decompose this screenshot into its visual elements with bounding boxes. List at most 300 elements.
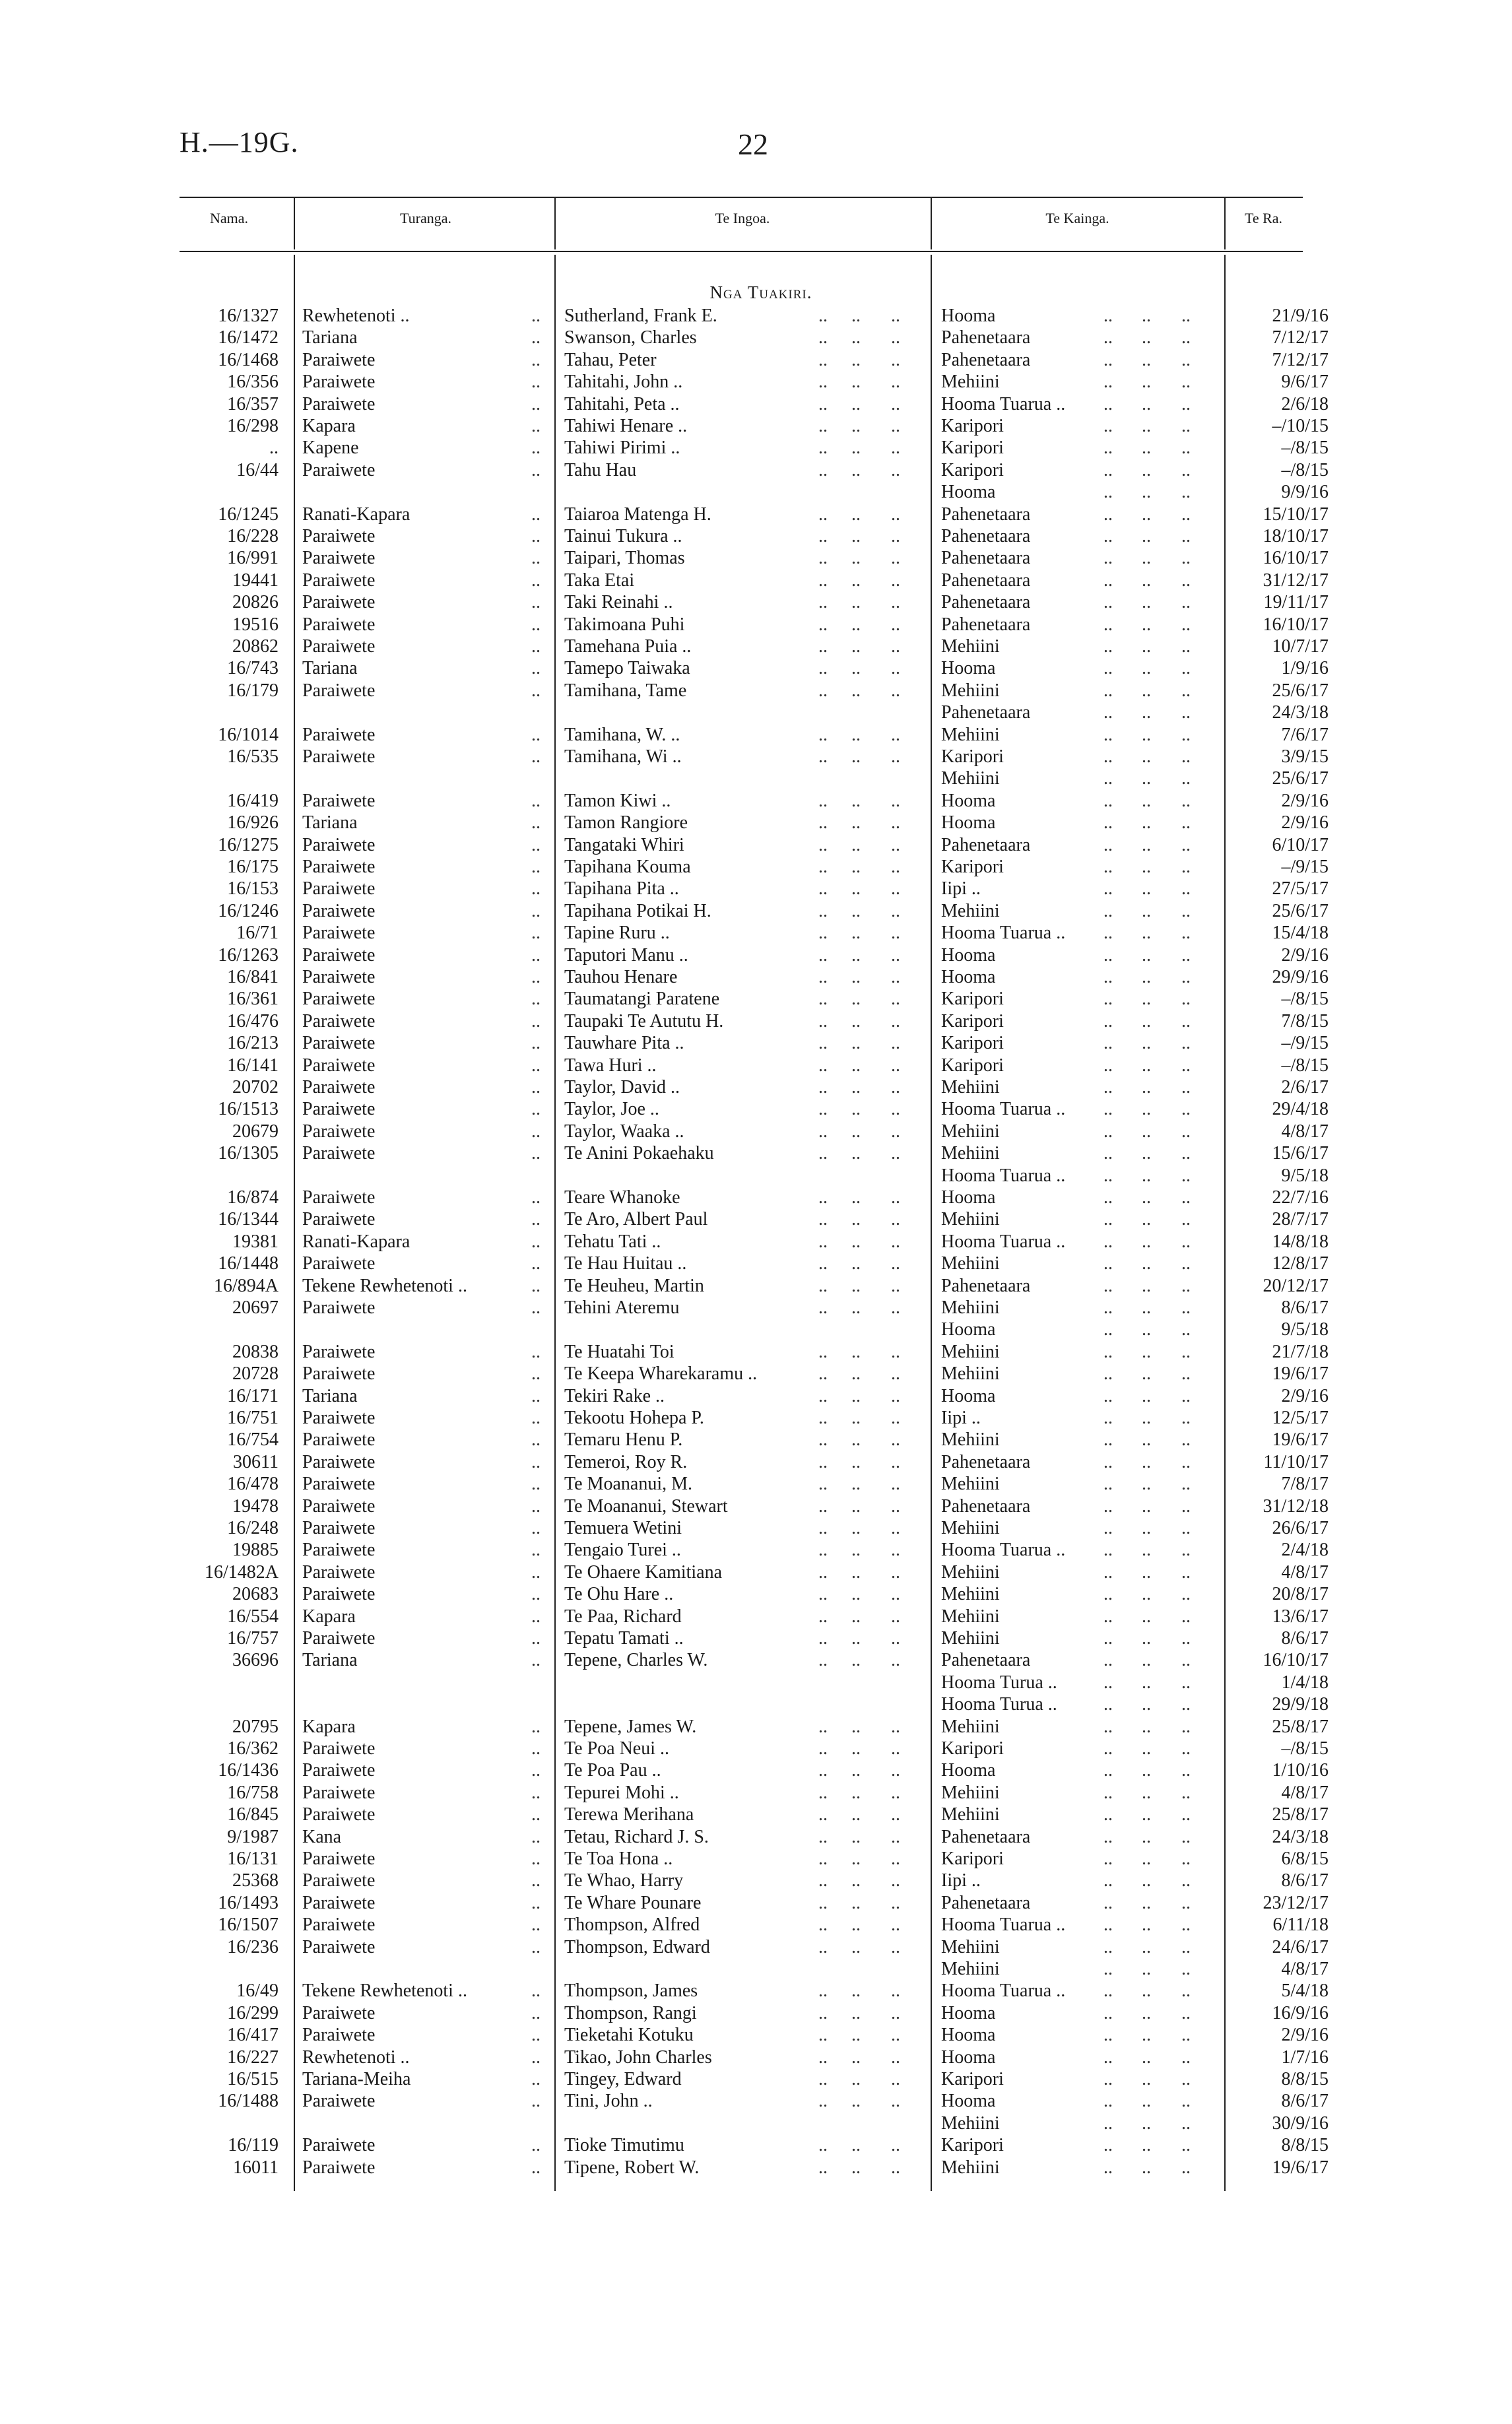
cell-ingoa: Tamehana Puia .. (564, 636, 692, 657)
leader-dots: .. (1103, 438, 1113, 459)
leader-dots: .. (1181, 2135, 1191, 2156)
leader-dots: .. (1181, 1253, 1191, 1274)
cell-ingoa: Tepene, Charles W. (564, 1650, 708, 1671)
leader-dots: .. (851, 1628, 861, 1649)
cell-nama: 20679 (232, 1121, 279, 1142)
leader-dots: .. (891, 878, 900, 900)
leader-dots: .. (818, 1804, 828, 1825)
leader-dots: .. (1181, 1650, 1191, 1671)
cell-turanga: Tariana (302, 1385, 358, 1406)
cell-turanga: Paraiwete (302, 2157, 376, 2178)
leader-dots: .. (1142, 1915, 1151, 1936)
cell-turanga: Paraiwete (302, 724, 376, 745)
cell-kainga: Pahenetaara (941, 614, 1031, 635)
cell-turanga: Paraiwete (302, 1408, 376, 1428)
leader-dots: .. (1142, 790, 1151, 811)
cell-ra: 25/6/17 (1272, 680, 1329, 701)
cell-ingoa: Tangataki Whiri (564, 834, 684, 855)
cell-ra: 2/9/16 (1281, 2025, 1329, 2046)
table-row (0, 1187, 1512, 1208)
leader-dots: .. (1103, 900, 1113, 921)
cell-turanga: Paraiwete (302, 1341, 376, 1362)
cell-nama: 19441 (232, 570, 279, 591)
cell-ra: 29/9/18 (1272, 1694, 1329, 1715)
cell-turanga: Paraiwete (302, 1561, 376, 1583)
leader-dots: .. (818, 746, 828, 767)
cell-nama: 16/179 (227, 680, 279, 701)
cell-kainga: Pahenetaara (941, 570, 1031, 591)
leader-dots: .. (851, 1915, 861, 1936)
leader-dots: .. (1103, 944, 1113, 966)
leader-dots: .. (1142, 526, 1151, 546)
cell-turanga: Rewhetenoti .. (302, 306, 410, 326)
leader-dots: .. (1142, 1231, 1151, 1252)
cell-ra: –/8/15 (1281, 438, 1329, 459)
leader-dots: .. (891, 1474, 900, 1495)
leader-dots: .. (531, 614, 541, 635)
cell-ra: 9/6/17 (1281, 372, 1329, 393)
leader-dots: .. (851, 1892, 861, 1913)
cell-kainga: Karipori (941, 438, 1004, 459)
leader-dots: .. (851, 2135, 861, 2156)
leader-dots: .. (818, 1187, 828, 1208)
leader-dots: .. (891, 1628, 900, 1649)
leader-dots: .. (1181, 504, 1191, 525)
leader-dots: .. (891, 790, 900, 811)
leader-dots: .. (1142, 1561, 1151, 1583)
leader-dots: .. (891, 1782, 900, 1803)
leader-dots: .. (1103, 1385, 1113, 1406)
table-row (0, 834, 1512, 856)
cell-ingoa: Te Ohu Hare .. (564, 1584, 674, 1605)
leader-dots: .. (531, 526, 541, 546)
leader-dots: .. (531, 2135, 541, 2156)
leader-dots: .. (1103, 459, 1113, 480)
leader-dots: .. (1142, 570, 1151, 591)
leader-dots: .. (1181, 372, 1191, 393)
cell-ra: 7/8/17 (1281, 1474, 1329, 1495)
table-row (0, 305, 1512, 327)
cell-turanga: Paraiwete (302, 1143, 376, 1164)
leader-dots: .. (891, 548, 900, 569)
cell-ingoa: Tahiwi Henare .. (564, 416, 688, 436)
leader-dots: .. (1103, 1429, 1113, 1451)
cell-ingoa: Tamihana, Wi .. (564, 746, 682, 767)
cell-ra: 16/10/17 (1263, 548, 1329, 569)
leader-dots: .. (851, 1540, 861, 1561)
cell-kainga: Mehiini (941, 1121, 1000, 1142)
cell-ra: 12/8/17 (1272, 1253, 1329, 1274)
table-row (0, 944, 1512, 966)
cell-turanga: Paraiwete (302, 1010, 376, 1032)
cell-kainga: Mehiini (941, 680, 1000, 701)
cell-ingoa: Te Paa, Richard (564, 1606, 682, 1627)
leader-dots: .. (1181, 2091, 1191, 2112)
table-header-rule (180, 251, 1303, 252)
cell-ingoa: Teare Whanoke (564, 1187, 680, 1208)
cell-kainga: Pahenetaara (941, 834, 1031, 855)
leader-dots: .. (531, 724, 541, 745)
leader-dots: .. (1181, 393, 1191, 414)
leader-dots: .. (818, 1606, 828, 1627)
table-row (0, 570, 1512, 591)
leader-dots: .. (1142, 1297, 1151, 1318)
cell-kainga: Hooma (941, 1385, 996, 1406)
leader-dots: .. (818, 349, 828, 370)
leader-dots: .. (851, 1408, 861, 1428)
leader-dots: .. (818, 1738, 828, 1759)
cell-kainga: Karipori (941, 459, 1004, 480)
cell-kainga: Karipori (941, 1010, 1004, 1032)
leader-dots: .. (1142, 2157, 1151, 2178)
leader-dots: .. (1103, 1540, 1113, 1561)
cell-nama: 16/1275 (218, 834, 279, 855)
leader-dots: .. (1181, 1760, 1191, 1781)
leader-dots: .. (818, 1451, 828, 1472)
table-row (0, 1385, 1512, 1407)
cell-nama: 16/299 (227, 2002, 279, 2023)
leader-dots: .. (1103, 1187, 1113, 1208)
leader-dots: .. (891, 1033, 900, 1054)
cell-kainga: Mehiini (941, 636, 1000, 657)
leader-dots: .. (818, 944, 828, 966)
cell-ra: 2/9/16 (1281, 1385, 1329, 1406)
cell-ra: 1/10/16 (1272, 1760, 1329, 1781)
cell-ra: 21/9/16 (1272, 306, 1329, 326)
leader-dots: .. (1103, 504, 1113, 525)
cell-kainga: Hooma (941, 1760, 996, 1781)
leader-dots: .. (818, 592, 828, 613)
leader-dots: .. (851, 2025, 861, 2046)
table-row (0, 1738, 1512, 1759)
leader-dots: .. (1142, 1363, 1151, 1385)
column-divider (931, 198, 932, 249)
leader-dots: .. (891, 393, 900, 414)
cell-ra: 15/4/18 (1272, 923, 1329, 944)
leader-dots: .. (531, 372, 541, 393)
cell-turanga: Paraiwete (302, 526, 376, 546)
cell-ra: 4/8/17 (1281, 1121, 1329, 1142)
cell-turanga: Paraiwete (302, 570, 376, 591)
leader-dots: .. (531, 1518, 541, 1538)
table-row (0, 371, 1512, 393)
table-row (0, 1451, 1512, 1473)
leader-dots: .. (891, 438, 900, 459)
cell-kainga: Mehiini (941, 1077, 1000, 1097)
leader-dots: .. (818, 2091, 828, 2112)
leader-dots: .. (851, 1561, 861, 1583)
leader-dots: .. (531, 1451, 541, 1472)
leader-dots: .. (818, 548, 828, 569)
cell-kainga: Mehiini (941, 724, 1000, 745)
leader-dots: .. (1181, 459, 1191, 480)
cell-nama: 20795 (232, 1716, 279, 1737)
leader-dots: .. (818, 372, 828, 393)
cell-nama: 16/1436 (218, 1760, 279, 1781)
leader-dots: .. (531, 1561, 541, 1583)
cell-ra: 19/6/17 (1272, 2157, 1329, 2178)
table-row (0, 1517, 1512, 1539)
leader-dots: .. (531, 2091, 541, 2112)
leader-dots: .. (891, 416, 900, 436)
cell-turanga: Paraiwete (302, 1033, 376, 1054)
document-reference: H.—19G. (180, 126, 299, 158)
leader-dots: .. (1142, 1628, 1151, 1649)
leader-dots: .. (818, 459, 828, 480)
leader-dots: .. (891, 349, 900, 370)
cell-turanga: Paraiwete (302, 1892, 376, 1913)
leader-dots: .. (818, 967, 828, 987)
cell-ra: 24/3/18 (1272, 702, 1329, 723)
leader-dots: .. (818, 2002, 828, 2023)
leader-dots: .. (851, 2091, 861, 2112)
leader-dots: .. (531, 327, 541, 348)
leader-dots: .. (1103, 1915, 1113, 1936)
leader-dots: .. (1181, 923, 1191, 944)
leader-dots: .. (531, 1892, 541, 1913)
cell-ra: 7/12/17 (1272, 327, 1329, 348)
leader-dots: .. (1181, 1495, 1191, 1517)
leader-dots: .. (1142, 1429, 1151, 1451)
leader-dots: .. (1103, 2047, 1113, 2068)
leader-dots: .. (1142, 2025, 1151, 2046)
leader-dots: .. (851, 680, 861, 701)
cell-ingoa: Tainui Tukura .. (564, 526, 682, 546)
leader-dots: .. (1181, 1165, 1191, 1186)
leader-dots: .. (818, 1055, 828, 1076)
table-row (0, 1253, 1512, 1274)
leader-dots: .. (1142, 1804, 1151, 1825)
leader-dots: .. (851, 1010, 861, 1032)
cell-ra: 4/8/17 (1281, 1782, 1329, 1803)
table-row (0, 1627, 1512, 1649)
table-row (0, 2047, 1512, 2068)
leader-dots: .. (1181, 2069, 1191, 2089)
cell-nama: 16/1513 (218, 1099, 279, 1120)
cell-ra: 11/10/17 (1263, 1451, 1329, 1472)
cell-nama: 20862 (232, 636, 279, 657)
cell-turanga: Paraiwete (302, 1363, 376, 1385)
cell-ra: 2/9/16 (1281, 944, 1329, 966)
leader-dots: .. (531, 1606, 541, 1627)
cell-nama: 20683 (232, 1584, 279, 1605)
leader-dots: .. (531, 306, 541, 326)
cell-ingoa: Tamepo Taiwaka (564, 658, 690, 679)
table-row (0, 1363, 1512, 1385)
leader-dots: .. (1142, 1518, 1151, 1538)
cell-kainga: Iipi .. (941, 878, 981, 900)
cell-kainga: Mehiini (941, 900, 1000, 921)
cell-ingoa: Tahau, Peter (564, 349, 657, 370)
leader-dots: .. (851, 658, 861, 679)
leader-dots: .. (851, 1385, 861, 1406)
cell-ra: 12/5/17 (1272, 1408, 1329, 1428)
leader-dots: .. (891, 857, 900, 877)
cell-ingoa: Tahiwi Pirimi .. (564, 438, 680, 459)
cell-ra: 18/10/17 (1263, 526, 1329, 546)
cell-kainga: Hooma Tuarua .. (941, 1231, 1066, 1252)
leader-dots: .. (851, 1341, 861, 1362)
leader-dots: .. (851, 636, 861, 657)
cell-nama: 16/1482A (205, 1561, 279, 1583)
column-divider (554, 198, 556, 249)
leader-dots: .. (1142, 1495, 1151, 1517)
leader-dots: .. (531, 1738, 541, 1759)
table-row (0, 591, 1512, 613)
leader-dots: .. (531, 459, 541, 480)
cell-kainga: Hooma (941, 2025, 996, 2046)
table-row (0, 1495, 1512, 1517)
leader-dots: .. (1103, 658, 1113, 679)
leader-dots: .. (891, 1495, 900, 1517)
cell-ingoa: Tikao, John Charles (564, 2047, 712, 2068)
leader-dots: .. (1142, 548, 1151, 569)
leader-dots: .. (531, 504, 541, 525)
cell-ingoa: Tapihana Kouma (564, 857, 691, 877)
cell-kainga: Mehiini (941, 1628, 1000, 1649)
leader-dots: .. (531, 1936, 541, 1957)
leader-dots: .. (891, 834, 900, 855)
table-row (0, 1010, 1512, 1032)
leader-dots: .. (1103, 1892, 1113, 1913)
leader-dots: .. (1181, 900, 1191, 921)
leader-dots: .. (1142, 1253, 1151, 1274)
column-header-kainga: Te Kainga. (1045, 210, 1109, 226)
leader-dots: .. (1103, 1849, 1113, 1869)
cell-turanga: Paraiwete (302, 1495, 376, 1517)
cell-kainga: Karipori (941, 1738, 1004, 1759)
leader-dots: .. (1181, 1099, 1191, 1120)
leader-dots: .. (1181, 944, 1191, 966)
leader-dots: .. (1181, 2025, 1191, 2046)
cell-kainga: Iipi .. (941, 1870, 981, 1891)
column-divider (1224, 198, 1226, 249)
leader-dots: .. (1142, 1540, 1151, 1561)
leader-dots: .. (818, 1010, 828, 1032)
leader-dots: .. (1103, 923, 1113, 944)
leader-dots: .. (531, 1826, 541, 1847)
leader-dots: .. (531, 1584, 541, 1605)
leader-dots: .. (818, 834, 828, 855)
leader-dots: .. (1181, 306, 1191, 326)
leader-dots: .. (1103, 790, 1113, 811)
cell-turanga: Paraiwete (302, 1253, 376, 1274)
cell-ingoa: Thompson, Rangi (564, 2002, 697, 2023)
leader-dots: .. (1181, 680, 1191, 701)
leader-dots: .. (851, 1363, 861, 1385)
leader-dots: .. (1103, 372, 1113, 393)
cell-ra: 2/9/16 (1281, 790, 1329, 811)
cell-ra: 5/4/18 (1281, 1981, 1329, 2002)
leader-dots: .. (1181, 1915, 1191, 1936)
leader-dots: .. (818, 1385, 828, 1406)
leader-dots: .. (818, 1099, 828, 1120)
leader-dots: .. (818, 1297, 828, 1318)
leader-dots: .. (1142, 1650, 1151, 1671)
leader-dots: .. (891, 967, 900, 987)
cell-ra: 23/12/17 (1263, 1892, 1329, 1913)
cell-ra: 25/6/17 (1272, 768, 1329, 789)
leader-dots: .. (1181, 1143, 1191, 1164)
cell-turanga: Paraiwete (302, 1870, 376, 1891)
leader-dots: .. (531, 636, 541, 657)
leader-dots: .. (1103, 1408, 1113, 1428)
cell-turanga: Ranati-Kapara (302, 504, 411, 525)
table-row (0, 1429, 1512, 1451)
leader-dots: .. (1181, 1231, 1191, 1252)
cell-kainga: Hooma Tuarua .. (941, 1915, 1066, 1936)
cell-kainga: Mehiini (941, 1253, 1000, 1274)
leader-dots: .. (1181, 1584, 1191, 1605)
cell-turanga: Kapara (302, 1606, 356, 1627)
cell-nama: 16/535 (227, 746, 279, 767)
leader-dots: .. (818, 1275, 828, 1296)
leader-dots: .. (1142, 1474, 1151, 1495)
leader-dots: .. (1103, 1936, 1113, 1957)
leader-dots: .. (1103, 2069, 1113, 2089)
cell-turanga: Paraiwete (302, 989, 376, 1010)
leader-dots: .. (851, 2002, 861, 2023)
table-row (0, 636, 1512, 657)
leader-dots: .. (1103, 2157, 1113, 2178)
leader-dots: .. (891, 1297, 900, 1318)
cell-nama: 16/758 (227, 1782, 279, 1803)
table-row (0, 1539, 1512, 1561)
leader-dots: .. (818, 878, 828, 900)
cell-ra: 24/6/17 (1272, 1936, 1329, 1957)
cell-nama: 16/361 (227, 989, 279, 1010)
leader-dots: .. (1181, 548, 1191, 569)
cell-nama: 30611 (233, 1451, 279, 1472)
cell-turanga: Paraiwete (302, 923, 376, 944)
cell-nama: 16/357 (227, 393, 279, 414)
table-row (0, 1032, 1512, 1054)
leader-dots: .. (1103, 680, 1113, 701)
leader-dots: .. (891, 2069, 900, 2089)
cell-turanga: Paraiwete (302, 1187, 376, 1208)
leader-dots: .. (1181, 327, 1191, 348)
table-row (0, 1208, 1512, 1230)
cell-ra: 2/9/16 (1281, 812, 1329, 834)
table-row (0, 1826, 1512, 1848)
cell-nama: 16/1488 (218, 2091, 279, 2112)
leader-dots: .. (1103, 1033, 1113, 1054)
cell-ingoa: Tetau, Richard J. S. (564, 1826, 709, 1847)
cell-turanga: Paraiwete (302, 592, 376, 613)
leader-dots: .. (1142, 1870, 1151, 1891)
leader-dots: .. (1181, 438, 1191, 459)
cell-nama: 19516 (232, 614, 279, 635)
leader-dots: .. (891, 1915, 900, 1936)
cell-ra: 28/7/17 (1272, 1209, 1329, 1230)
cell-ingoa: Terewa Merihana (564, 1804, 694, 1825)
cell-ingoa: Te Aro, Albert Paul (564, 1209, 708, 1230)
cell-ingoa: Te Ohaere Kamitiana (564, 1561, 723, 1583)
column-header-ra: Te Ra. (1244, 210, 1283, 226)
leader-dots: .. (1181, 1782, 1191, 1803)
cell-turanga: Ranati-Kapara (302, 1231, 411, 1252)
cell-ra: 6/10/17 (1272, 834, 1329, 855)
cell-ra: 29/9/16 (1272, 967, 1329, 987)
leader-dots: .. (1181, 1297, 1191, 1318)
cell-ingoa: Te Whare Pounare (564, 1892, 702, 1913)
cell-turanga: Tekene Rewhetenoti .. (302, 1275, 467, 1296)
leader-dots: .. (851, 1760, 861, 1781)
leader-dots: .. (1103, 1275, 1113, 1296)
cell-ra: –/9/15 (1281, 857, 1329, 877)
cell-ra: 16/10/17 (1263, 614, 1329, 635)
leader-dots: .. (891, 372, 900, 393)
